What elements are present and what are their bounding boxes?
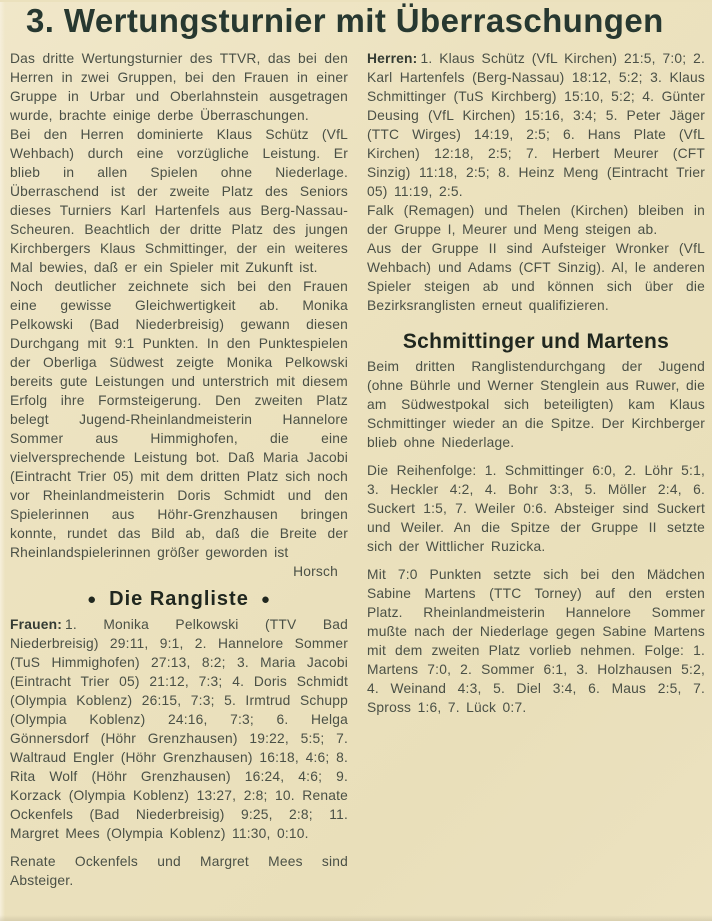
frauen-label: Frauen: [10,617,62,632]
scan-edge-left [0,2,5,921]
frauen-relegation-note: Renate Ockenfels und Margret Mees sind Absteiger. [10,854,348,888]
left-column [10,49,348,890]
rangliste-section-header [10,588,348,611]
rangliste-title: Die Rangliste [109,588,249,610]
left-paragraph-3: Noch deutlicher zeichnete sich bei den Frauen eine gewisse Gleichwertigkeit ab. Monika Pelkowski (Bad Niederbreisig) gewann diesen Durchgang mit 9:1 Punkten. In den Punktespielen der Oberliga Südwest zeigte Monika Pelkowski bereits gute Leistungen und unterstrich mit diesem Erfolg ihre Formsteigerung. Den zweiten Platz belegt Jugend-Rheinlandmeisterin Hannelore Sommer aus Himmighofen, die eine vielversprechende Leistung bot. Daß Maria Jacobi (Eintracht Trier 05) mit dem dritten Platz sich noch vor Rheinlandmeisterin Doris Schmidt und den Spielerinnen aus Höhr-Grenzhausen bringen konnte, rundet das Bild ab, daß die Breite der Rheinlandspielerinnen größer geworden ist [10,279,348,560]
left-paragraph-2: Bei den Herren dominierte Klaus Schütz (VfL Wehbach) durch eine vorzügliche Leistung. Er blieb in allen Spielen ohne Niederlage. Überraschend ist der zweite Platz des Seniors dieses Turniers Karl Hartenfels aus Berg-Nassau-Scheuren. Beachtlich der dritte Platz des jungen Kirchbergers Klaus Schmittinger, der ein weiteres Mal bewies, daß er ein Spieler mit Zukunft ist. [10,127,348,275]
gruppe2-note: Aus der Gruppe II sind Aufsteiger Wronker (VfL Wehbach) und Adams (CFT Sinzig). Al, le anderen Spieler steigen ab und können sich über die Bezirksranglisten erneut qualifizieren. [367,241,705,313]
author-byline: Horsch [293,564,338,579]
herren-label: Herren: [367,51,418,66]
gruppe1-note: Falk (Remagen) und Thelen (Kirchen) bleiben in der Gruppe I, Meurer und Meng steigen ab. [367,203,705,237]
frauen-ranking-text: 1. Monika Pelkowski (TTV Bad Niederbreisig) 29:11, 9:1, 2. Hannelore Sommer (TuS Himmighofen) 27:13, 8:2; 3. Maria Jacobi (Eintracht Trier 05) 21:12, 7:3; 4. Doris Schmidt (Olympia Koblenz) 26:15, 7:3; 5. Irmtrud Schupp (Olympia Koblenz) 24:16, 7:3; 6. Helga Gönnersdorf (Höhr Grenzhausen) 19:22, 5:5; 7. Waltraud Engler (Höhr Grenzhausen) 16:18, 4:6; 8. Rita Wolf (Höhr Grenzhausen) 16:24, 4:6; 9. Korzack (Olympia Koblenz) 13:27, 2:8; 10. Renate Ockenfels (Bad Niederbreisig) 9:25, 2:8; 11. Margret Mees (Olympia Koblenz) 11:30, 0:10. [10,617,348,841]
scan-edge-bottom [0,915,712,921]
left-paragraph-1: Das dritte Wertungsturnier des TTVR, das bei den Herren in zwei Gruppen, bei den Frauen in einer Gruppe in Urbar und Oberlahnstein ausgetragen wurde, brachte einige derbe Überraschungen. [10,51,348,123]
jugend-paragraph: Beim dritten Ranglistendurchgang der Jugend (ohne Bührle und Werner Stenglein aus Ruwer, die am Südwestpokal sich beteiligten) kam Klaus Schmittinger wieder an die Spitze. Der Kirchberger blieb ohne Niederlage. [367,359,705,450]
maedchen-paragraph: Mit 7:0 Punkten setzte sich bei den Mädchen Sabine Martens (TTC Torney) auf den ersten Platz. Rheinlandmeisterin Hannelore Sommer mußte nach der Niederlage gegen Sabine Martens mit dem zweiten Platz vorlieb nehmen. Folge: 1. Martens 7:0, 2. Sommer 6:1, 3. Holzhausen 5:2, 4. Weinand 4:3, 5. Diel 3:4, 6. Maus 2:5, 7. Spross 1:6, 7. Lück 0:7. [367,567,705,715]
right-column [367,49,705,890]
article-columns [0,40,712,890]
frauen-ranking-paragraph [10,615,348,843]
schmittinger-martens-header: Schmittinger und Martens [402,330,670,353]
reihenfolge-paragraph: Die Reihenfolge: 1. Schmittinger 6:0, 2. Löhr 5:1, 3. Heckler 4:2, 4. Bohr 3:3, 5. Möller 2:4, 6. Suckert 1:5, 7. Weiler 0:6. Absteiger sind Suckert und Weiler. An die Spitze der Gruppe II setzte sich der Wittlicher Ruzicka. [367,463,705,554]
filled-circle-icon: ● [87,591,98,608]
newspaper-clipping [0,2,712,921]
herren-ranking-paragraph [367,49,705,201]
article-headline: 3. Wertungsturnier mit Überraschungen [26,2,664,39]
filled-circle-icon: ● [260,591,271,608]
herren-ranking-text: 1. Klaus Schütz (VfL Kirchen) 21:5, 7:0; 2. Karl Hartenfels (Berg-Nassau) 18:12, 5:2; 3. Klaus Schmittinger (TuS Kirchberg) 15:10, 5:2; 4. Günter Deusing (VfL Kirchen) 15:16, 3:4; 5. Peter Jäger (TTC Wirges) 14:19, 2:5; 6. Hans Plate (VfL Kirchen) 12:18, 2:5; 7. Herbert Meurer (CFT Sinzig) 11:18, 2:5; 8. Heinz Meng (Eintracht Trier 05) 11:19, 2:5. [367,51,705,199]
